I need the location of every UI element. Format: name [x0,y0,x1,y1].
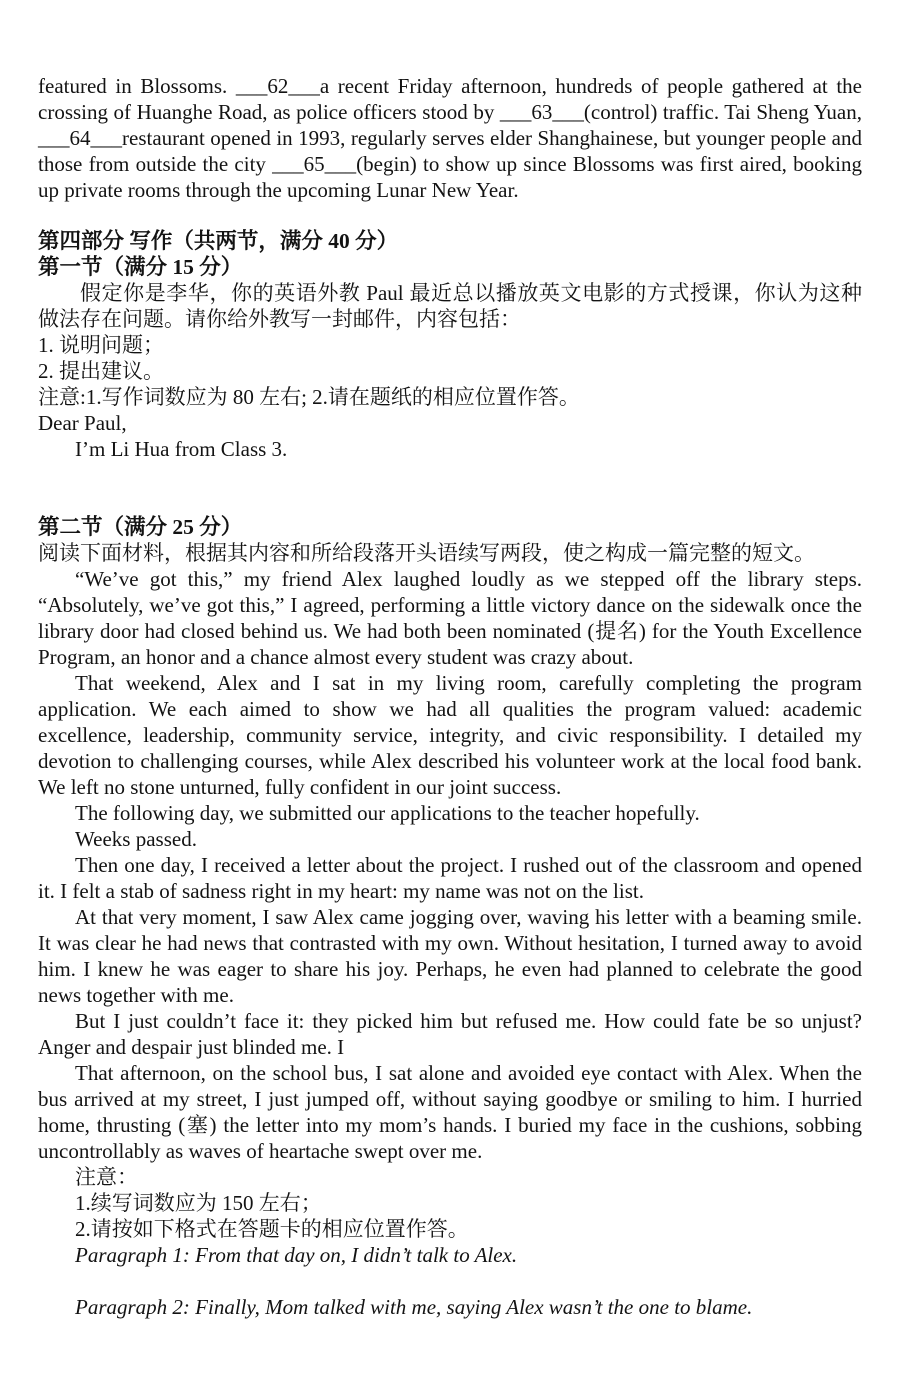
story-paragraph-1: “We’ve got this,” my friend Alex laughed loudly as we stepped off the library steps. “Absolutely, we’ve got this,” I agreed, performing a little victory dance on the sidewalk once the library door had closed behind us. We had both been nominated (提名) for the Youth Excellence Program, an honor and a chance almost every student was crazy about. [38,567,862,669]
section1-note: 注意:1.写作词数应为 80 左右; 2.请在题纸的相应位置作答。 [38,385,580,409]
story-paragraph-7: But I just couldn’t face it: they picked him but refused me. How could fate be so unjust? Anger and despair just blinded me. I [38,1009,862,1059]
part4-writing-heading: 第四部分 写作（共两节，满分 40 分） [38,229,399,253]
continuation-paragraph2-opening: Paragraph 2: Finally, Mom talked with me, saying Alex wasn’t the one to blame. [75,1295,753,1319]
story-paragraph-8: That afternoon, on the school bus, I sat alone and avoided eye contact with Alex. When the bus arrived at my street, I just jumped off, without saying goodbye or smiling to him. I hurried home, thrusting (塞) the letter into my mom’s hands. I buried my face in the cushions, sobbing uncontrollably as waves of heartache swept over me. [38,1061,862,1163]
story-paragraph-6: At that very moment, I saw Alex came jogging over, waving his letter with a beaming smile. It was clear he had news that contrasted with my own. Without hesitation, I turned away to avoid him. I knew he was eager to share his joy. Perhaps, he even had planned to celebrate the good news together with me. [38,905,862,1007]
letter-salutation: Dear Paul, [38,411,127,435]
section1-prompt: 假定你是李华，你的英语外教 Paul 最近总以播放英文电影的方式授课，你认为这种做法存在问题。请你给外教写一封邮件，内容包括： [38,281,862,331]
section2-heading: 第二节（满分 25 分） [38,515,243,539]
continuation-paragraph1-opening: Paragraph 1: From that day on, I didn’t talk to Alex. [75,1243,518,1267]
section2-note-1: 1.续写词数应为 150 左右； [75,1191,322,1215]
story-paragraph-2: That weekend, Alex and I sat in my living room, carefully completing the program application. We each aimed to show we had all qualities the program valued: academic excellence, leadership, community service, integrity, and civic responsibility. I detailed my devotion to challenging courses, while Alex described his volunteer work at the local food bank. We left no stone unturned, fully confident in our joint success. [38,671,862,799]
section1-heading: 第一节（满分 15 分） [38,255,243,279]
story-paragraph-4: Weeks passed. [75,827,197,851]
section2-note-2: 2.请按如下格式在答题卡的相应位置作答。 [75,1217,469,1241]
section1-point-2: 2. 提出建议。 [38,359,164,383]
letter-opening-line: I’m Li Hua from Class 3. [75,437,288,461]
blank-answer-space [38,462,862,514]
section1-point-1: 1. 说明问题； [38,333,164,357]
section2-notes-label: 注意： [75,1165,138,1189]
story-paragraph-3: The following day, we submitted our applications to the teacher hopefully. [75,801,700,825]
cloze-passage-continuation: featured in Blossoms. ___62___a recent Friday afternoon, hundreds of people gathered at the crossing of Huanghe Road, as police officers stood by ___63___(control) traffic. Tai Sheng Yuan, ___64___restaurant opened in 1993, regularly serves elder Shanghainese, but younger people and those from outside the city ___65___(begin) to show up since Blossoms was first aired, booking up private rooms through the upcoming Lunar New Year. [38,74,862,202]
blank-line [38,1268,862,1294]
story-paragraph-5: Then one day, I received a letter about the project. I rushed out of the classroom and opened it. I felt a stab of sadness right in my heart: my name was not on the list. [38,853,862,903]
section2-instruction: 阅读下面材料，根据其内容和所给段落开头语续写两段，使之构成一篇完整的短文。 [38,541,815,565]
